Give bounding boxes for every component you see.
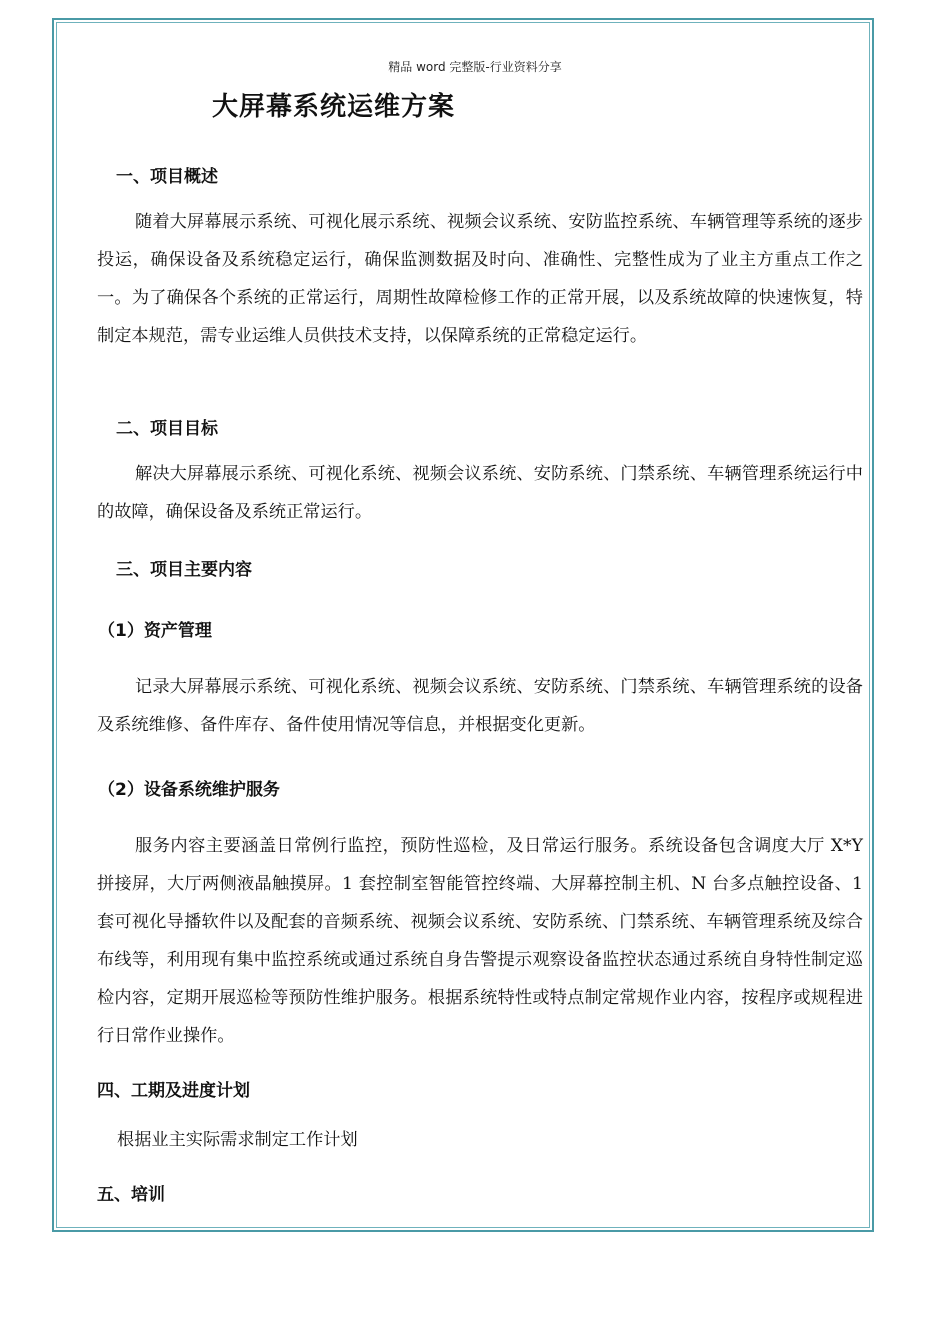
section-heading-content: 三、项目主要内容 xyxy=(116,560,252,580)
subsection-heading-asset: （1）资产管理 xyxy=(98,621,212,641)
section-heading-overview: 一、项目概述 xyxy=(116,167,218,187)
section-text-schedule: 根据业主实际需求制定工作计划 xyxy=(117,1130,358,1150)
section-heading-training: 五、培训 xyxy=(97,1185,165,1205)
section-heading-schedule: 四、工期及进度计划 xyxy=(97,1081,250,1101)
subsection-heading-maintenance: （2）设备系统维护服务 xyxy=(98,780,280,800)
header-note: 精品 word 完整版-行业资料分享 xyxy=(388,60,562,74)
section-heading-goal: 二、项目目标 xyxy=(116,419,218,439)
subsection-text-maintenance: 服务内容主要涵盖日常例行监控，预防性巡检，及日常运行服务。系统设备包含调度大厅 X*Y 拼接屏，大厅两侧液晶触摸屏。1 套控制室智能管控终端、大屏幕控制主机、N 台多点触控设备、1 套可视化导播软件以及配套的音频系统、视频会议系统、安防系统、门禁系统、车辆管理系统及综合布线等，利用现有集中监控系统或通过系统自身告警提示观察设备监控状态通过系统自身特性制定巡检内容，定期开展巡检等预防性维护服务。根据系统特性或特点制定常规作业内容，按程序或规程进行日常作业操作。 xyxy=(97,836,863,1046)
section-text-overview: 随着大屏幕展示系统、可视化展示系统、视频会议系统、安防监控系统、车辆管理等系统的逐步投运，确保设备及系统稳定运行，确保监测数据及时向、准确性、完整性成为了业主方重点工作之一。为了确保各个系统的正常运行，周期性故障检修工作的正常开展，以及系统故障的快速恢复，特制定本规范，需专业运维人员供技术支持，以保障系统的正常稳定运行。 xyxy=(97,212,863,346)
subsection-text-asset: 记录大屏幕展示系统、可视化系统、视频会议系统、安防系统、门禁系统、车辆管理系统的设备及系统维修、备件库存、备件使用情况等信息，并根据变化更新。 xyxy=(97,677,863,735)
section-text-goal: 解决大屏幕展示系统、可视化系统、视频会议系统、安防系统、门禁系统、车辆管理系统运行中的故障，确保设备及系统正常运行。 xyxy=(97,464,863,522)
document-title: 大屏幕系统运维方案 xyxy=(212,92,456,122)
